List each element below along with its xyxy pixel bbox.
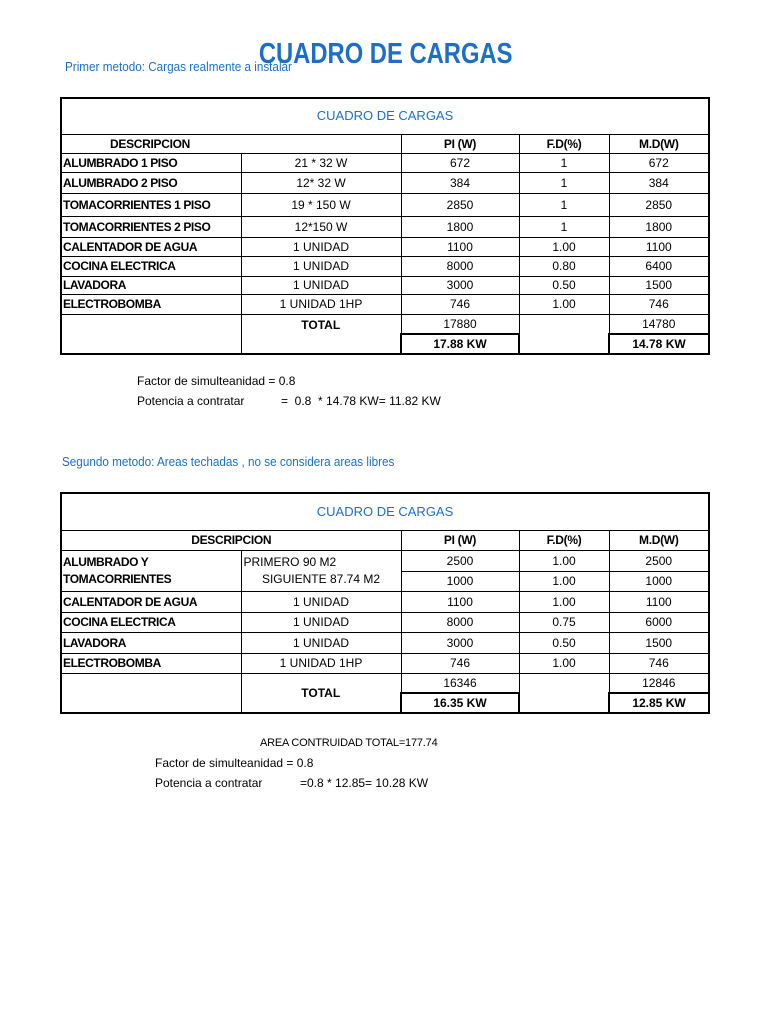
row-pi: 3000 bbox=[401, 276, 519, 294]
total-pi: 16346 bbox=[401, 673, 519, 693]
row-md: 6400 bbox=[609, 256, 709, 276]
table-total-row bbox=[61, 314, 709, 334]
row-md: 6000 bbox=[609, 612, 709, 632]
row-detail: 1 UNIDAD 1HP bbox=[241, 653, 401, 673]
row-md: 2850 bbox=[609, 193, 709, 216]
row-fd: 1.00 bbox=[519, 571, 609, 591]
row-detail: 21 * 32 W bbox=[241, 153, 401, 172]
row-pi: 746 bbox=[401, 653, 519, 673]
row-pi: 1100 bbox=[401, 591, 519, 612]
row-description: COCINA ELECTRICA bbox=[61, 256, 241, 276]
row-md: 1500 bbox=[609, 632, 709, 653]
method-2-heading: Segundo metodo: Areas techadas , no se considera areas libres bbox=[62, 454, 395, 469]
row-md: 1500 bbox=[609, 276, 709, 294]
empty-cell bbox=[61, 314, 241, 354]
row-fd: 1 bbox=[519, 216, 609, 237]
table-total-row bbox=[61, 673, 709, 693]
contracted-power-value: =0.8 * 12.85= 10.28 KW bbox=[300, 776, 429, 790]
total-pi: 17880 bbox=[401, 314, 519, 334]
contracted-power-label: Potencia a contratar bbox=[137, 394, 245, 408]
row-description-line: TOMACORRIENTES bbox=[63, 571, 172, 586]
table-row bbox=[61, 153, 709, 172]
table-title: CUADRO DE CARGAS bbox=[61, 493, 709, 530]
row-detail: 1 UNIDAD bbox=[241, 256, 401, 276]
row-pi: 3000 bbox=[401, 632, 519, 653]
row-detail bbox=[241, 550, 401, 591]
row-fd: 1 bbox=[519, 193, 609, 216]
empty-cell bbox=[519, 673, 609, 713]
row-md: 384 bbox=[609, 172, 709, 193]
row-pi: 1800 bbox=[401, 216, 519, 237]
total-pi-kw: 17.88 KW bbox=[401, 334, 519, 354]
row-pi: 2500 bbox=[401, 550, 519, 571]
row-pi: 2850 bbox=[401, 193, 519, 216]
row-detail-line: PRIMERO 90 M2 bbox=[243, 554, 337, 569]
empty-cell bbox=[61, 673, 241, 713]
table-row bbox=[61, 591, 709, 612]
load-table-2 bbox=[60, 492, 710, 714]
row-detail: 1 UNIDAD bbox=[241, 632, 401, 653]
table-row-group bbox=[61, 550, 709, 571]
row-md: 1000 bbox=[609, 571, 709, 591]
load-table-1 bbox=[60, 97, 710, 355]
total-pi-kw: 16.35 KW bbox=[401, 693, 519, 713]
simultaneity-factor-text: Factor de simulteanidad = 0.8 bbox=[155, 756, 314, 770]
row-fd: 1.00 bbox=[519, 237, 609, 256]
column-header-fd: F.D(%) bbox=[519, 134, 609, 153]
row-description: LAVADORA bbox=[61, 276, 241, 294]
row-fd: 1.00 bbox=[519, 550, 609, 571]
row-fd: 1.00 bbox=[519, 294, 609, 314]
row-description: ELECTROBOMBA bbox=[61, 653, 241, 673]
row-detail: 1 UNIDAD bbox=[241, 276, 401, 294]
row-md: 672 bbox=[609, 153, 709, 172]
row-fd: 1 bbox=[519, 172, 609, 193]
row-fd: 1.00 bbox=[519, 591, 609, 612]
row-pi: 1100 bbox=[401, 237, 519, 256]
table-row bbox=[61, 276, 709, 294]
contracted-power-value: = 0.8 * 14.78 KW= 11.82 KW bbox=[281, 394, 441, 408]
total-md-kw: 14.78 KW bbox=[609, 334, 709, 354]
row-description: COCINA ELECTRICA bbox=[61, 612, 241, 632]
table-row bbox=[61, 632, 709, 653]
row-pi: 1000 bbox=[401, 571, 519, 591]
table-row bbox=[61, 193, 709, 216]
row-fd: 1.00 bbox=[519, 653, 609, 673]
table-title-row bbox=[61, 98, 709, 134]
empty-cell bbox=[519, 314, 609, 354]
column-header-pi: PI (W) bbox=[401, 134, 519, 153]
table-row bbox=[61, 256, 709, 276]
row-fd: 1 bbox=[519, 153, 609, 172]
table-title-row bbox=[61, 493, 709, 530]
table-title: CUADRO DE CARGAS bbox=[61, 98, 709, 134]
row-detail: 1 UNIDAD bbox=[241, 591, 401, 612]
column-header-md: M.D(W) bbox=[609, 134, 709, 153]
row-md: 746 bbox=[609, 653, 709, 673]
row-detail: 12* 32 W bbox=[241, 172, 401, 193]
method-1-heading: Primer metodo: Cargas realmente a instalar bbox=[65, 59, 292, 74]
row-md: 1100 bbox=[609, 237, 709, 256]
row-pi: 8000 bbox=[401, 612, 519, 632]
row-description: LAVADORA bbox=[61, 632, 241, 653]
area-total-text: AREA CONTRUIDAD TOTAL=177.74 bbox=[260, 737, 438, 749]
table-row bbox=[61, 294, 709, 314]
row-fd: 0.80 bbox=[519, 256, 609, 276]
row-detail: 1 UNIDAD bbox=[241, 237, 401, 256]
total-label: TOTAL bbox=[241, 673, 401, 713]
row-description: CALENTADOR DE AGUA bbox=[61, 237, 241, 256]
column-header-fd: F.D(%) bbox=[519, 530, 609, 550]
row-md: 1800 bbox=[609, 216, 709, 237]
row-description: ALUMBRADO 2 PISO bbox=[61, 172, 241, 193]
table-row bbox=[61, 653, 709, 673]
row-detail: 12*150 W bbox=[241, 216, 401, 237]
column-header-pi: PI (W) bbox=[401, 530, 519, 550]
row-description bbox=[61, 550, 241, 591]
column-header-description: DESCRIPCION bbox=[61, 134, 401, 153]
row-pi: 672 bbox=[401, 153, 519, 172]
column-header-md: M.D(W) bbox=[609, 530, 709, 550]
table-row bbox=[61, 612, 709, 632]
row-md: 2500 bbox=[609, 550, 709, 571]
table-row bbox=[61, 237, 709, 256]
row-detail-line: SIGUIENTE 87.74 M2 bbox=[261, 571, 381, 586]
row-pi: 8000 bbox=[401, 256, 519, 276]
row-pi: 384 bbox=[401, 172, 519, 193]
simultaneity-factor-text: Factor de simulteanidad = 0.8 bbox=[137, 374, 296, 388]
row-description: ALUMBRADO 1 PISO bbox=[61, 153, 241, 172]
row-fd: 0.50 bbox=[519, 632, 609, 653]
column-header-description: DESCRIPCION bbox=[61, 530, 401, 550]
row-detail: 19 * 150 W bbox=[241, 193, 401, 216]
row-md: 746 bbox=[609, 294, 709, 314]
total-label: TOTAL bbox=[241, 314, 401, 354]
row-pi: 746 bbox=[401, 294, 519, 314]
row-detail: 1 UNIDAD 1HP bbox=[241, 294, 401, 314]
total-md: 14780 bbox=[609, 314, 709, 334]
row-fd: 0.75 bbox=[519, 612, 609, 632]
page-title-text: CUADRO DE CARGAS bbox=[259, 38, 513, 70]
contracted-power-label: Potencia a contratar bbox=[155, 776, 263, 790]
row-md: 1100 bbox=[609, 591, 709, 612]
table-row bbox=[61, 216, 709, 237]
total-md: 12846 bbox=[609, 673, 709, 693]
row-description: CALENTADOR DE AGUA bbox=[61, 591, 241, 612]
total-md-kw: 12.85 KW bbox=[609, 693, 709, 713]
row-description-line: ALUMBRADO Y bbox=[63, 554, 149, 569]
row-fd: 0.50 bbox=[519, 276, 609, 294]
table-row bbox=[61, 172, 709, 193]
row-description: TOMACORRIENTES 1 PISO bbox=[61, 193, 241, 216]
row-description: TOMACORRIENTES 2 PISO bbox=[61, 216, 241, 237]
row-description: ELECTROBOMBA bbox=[61, 294, 241, 314]
row-detail: 1 UNIDAD bbox=[241, 612, 401, 632]
table-header-row bbox=[61, 134, 709, 153]
table-header-row bbox=[61, 530, 709, 550]
